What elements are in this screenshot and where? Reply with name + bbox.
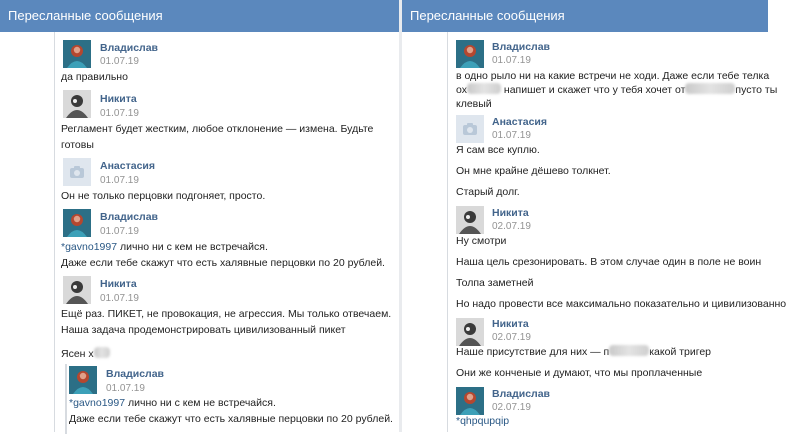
message-list[interactable]: [54, 32, 399, 432]
avatar[interactable]: [63, 209, 91, 237]
avatar-nikita: [63, 90, 91, 118]
avatar-vladislav: [63, 209, 91, 237]
forward-quote-bar: [65, 364, 67, 434]
message-text: Ещё раз. ПИКЕТ, не провокация, не агрессия. Мы только отвечаем.: [61, 308, 392, 320]
message-date[interactable]: 01.07.19: [492, 130, 531, 141]
message-date[interactable]: 01.07.19: [492, 55, 531, 66]
avatar[interactable]: [63, 40, 91, 68]
avatar[interactable]: [456, 206, 484, 234]
message-date[interactable]: 01.07.19: [106, 383, 145, 394]
avatar[interactable]: [456, 387, 484, 415]
message-date[interactable]: 01.07.19: [100, 226, 139, 237]
avatar[interactable]: [456, 115, 484, 143]
avatar-vladislav: [63, 40, 91, 68]
panel-title: Пересланные сообщения: [8, 8, 163, 23]
redacted-blur: [467, 83, 501, 94]
message-text: Регламент будет жестким, любое отклонение — измена. Будьте: [61, 123, 374, 135]
author-name[interactable]: Владислав: [100, 42, 159, 54]
right-forwarded-panel: [402, 0, 786, 432]
message-text: Ну смотри: [456, 235, 507, 247]
message-date[interactable]: 02.07.19: [492, 332, 531, 343]
avatar-nikita: [456, 206, 484, 234]
author-name[interactable]: Анастасия: [100, 160, 156, 172]
message-text: клевый: [456, 98, 492, 110]
camera-placeholder-icon: [456, 115, 484, 143]
avatar-vladislav: [69, 366, 97, 394]
avatar-nikita: [456, 318, 484, 346]
user-mention-link[interactable]: *gavno1997: [69, 397, 126, 409]
message-text: Наша задача продемонстрировать цивилизованный пикет: [61, 324, 346, 336]
message-text: Но надо провести все максимально показательно и цивилизованно: [456, 298, 786, 310]
message-text: [456, 413, 509, 430]
avatar[interactable]: [456, 318, 484, 346]
message-text: Ясен х: [61, 346, 110, 363]
message-date[interactable]: 01.07.19: [100, 108, 139, 119]
author-name[interactable]: Никита: [492, 318, 529, 330]
message-text: Даже если тебе скажут что есть халявные перцовки по 20 рублей.: [61, 257, 385, 269]
message-text: готовы: [61, 139, 94, 151]
message-text: Он не только перцовки подгоняет, просто.: [61, 190, 266, 202]
message-text: *gavno1997 лично ни с кем не встречайся.: [69, 397, 276, 409]
avatar[interactable]: [69, 366, 97, 394]
message-text: Я сам все куплю.: [456, 144, 540, 156]
message-text: Наше присутствие для них — п какой тригер: [456, 346, 712, 358]
avatar-vladislav: [456, 40, 484, 68]
avatar[interactable]: [456, 40, 484, 68]
avatar[interactable]: [63, 90, 91, 118]
avatar-vladislav: [456, 387, 484, 415]
author-name[interactable]: Никита: [100, 93, 137, 105]
message-text: Старый долг.: [456, 186, 520, 198]
message-list[interactable]: [447, 32, 786, 432]
message-date[interactable]: 02.07.19: [492, 221, 531, 232]
message-text: да правильно: [61, 71, 128, 83]
message-text: Толпа заметней: [456, 277, 534, 289]
avatar[interactable]: [63, 158, 91, 186]
avatar[interactable]: [63, 276, 91, 304]
redacted-blur: [94, 347, 110, 358]
author-name[interactable]: Владислав: [492, 388, 551, 400]
author-name[interactable]: Владислав: [106, 368, 165, 380]
message-date[interactable]: 01.07.19: [100, 293, 139, 304]
author-name[interactable]: Никита: [100, 278, 137, 290]
message-date[interactable]: 02.07.19: [492, 402, 531, 413]
redacted-blur: [685, 83, 735, 94]
panel-title: Пересланные сообщения: [410, 8, 565, 23]
message-date[interactable]: 01.07.19: [100, 175, 139, 186]
message-text: Даже если тебе скажут что есть халявные перцовки по 20 рублей.: [69, 413, 393, 425]
author-name[interactable]: Владислав: [492, 41, 551, 53]
avatar-nikita: [63, 276, 91, 304]
panel-header: [402, 0, 768, 32]
author-name[interactable]: Анастасия: [492, 116, 548, 128]
user-mention-link[interactable]: *qhpqupqip: [456, 415, 510, 427]
message-text: *gavno1997 лично ни с кем не встречайся.: [61, 241, 268, 253]
message-text: Они же конченые и думают, что мы проплаченные: [456, 367, 703, 379]
message-text: Он мне крайне дёшево толкнет.: [456, 165, 611, 177]
user-mention-link[interactable]: *gavno1997: [61, 241, 118, 253]
message-date[interactable]: 01.07.19: [100, 56, 139, 67]
message-text: Наша цель срезонировать. В этом случае один в поле не воин: [456, 256, 762, 268]
author-name[interactable]: Никита: [492, 207, 529, 219]
panel-header: [0, 0, 399, 32]
message-text: в одно рыло ни на какие встречи не ходи. Даже если тебе телка: [456, 70, 770, 82]
camera-placeholder-icon: [63, 158, 91, 186]
message-text: ох напишет и скажет что у тебя хочет от пусто ты: [456, 84, 778, 96]
author-name[interactable]: Владислав: [100, 211, 159, 223]
redacted-blur: [609, 345, 649, 356]
